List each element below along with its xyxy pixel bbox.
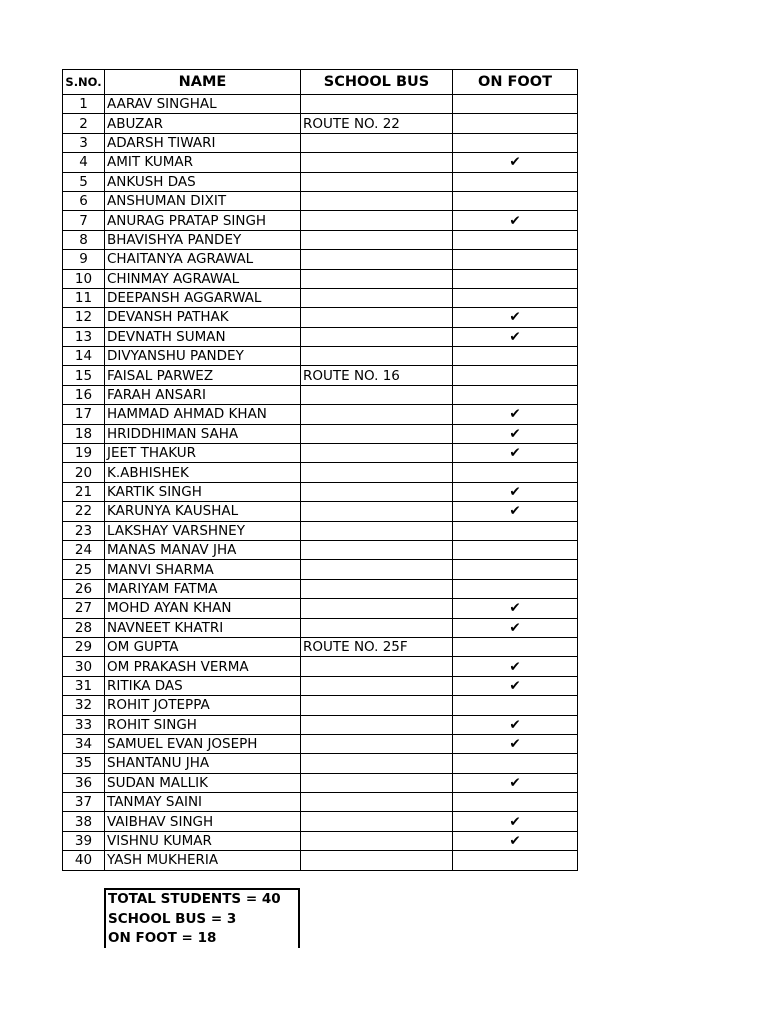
table-row [63,773,578,792]
row-sno-cell: 39 [63,831,105,850]
row-on-foot-cell [453,172,578,191]
summary-total-students: TOTAL STUDENTS = 40 [108,891,281,907]
row-on-foot-cell [453,657,578,676]
check-mark-icon: ✔ [509,328,521,345]
row-on-foot-cell [453,754,578,773]
row-name-cell: KARTIK SINGH [105,482,301,501]
row-on-foot-cell [453,793,578,812]
check-mark-icon: ✔ [509,813,521,830]
table-row [63,618,578,637]
table-row [63,676,578,695]
row-school-bus-cell [301,521,453,540]
row-name-cell: SUDAN MALLIK [105,773,301,792]
row-on-foot-cell [453,734,578,753]
row-sno-cell: 18 [63,424,105,443]
row-on-foot-cell [453,599,578,618]
table-row [63,715,578,734]
row-name-cell: DIVYANSHU PANDEY [105,347,301,366]
row-sno-cell: 4 [63,153,105,172]
row-school-bus-cell [301,95,453,114]
row-on-foot-cell [453,405,578,424]
table-row [63,269,578,288]
row-name-cell: MOHD AYAN KHAN [105,599,301,618]
table-row [63,347,578,366]
row-school-bus-cell [301,308,453,327]
row-school-bus-cell [301,851,453,870]
row-name-cell: K.ABHISHEK [105,463,301,482]
row-on-foot-cell [453,114,578,133]
row-on-foot-cell [453,95,578,114]
row-sno-cell: 24 [63,540,105,559]
row-on-foot-cell [453,308,578,327]
row-sno-cell: 2 [63,114,105,133]
row-name-cell: SAMUEL EVAN JOSEPH [105,734,301,753]
row-sno-cell: 34 [63,734,105,753]
table-row [63,250,578,269]
row-school-bus-cell [301,482,453,501]
check-mark-icon: ✔ [509,406,521,423]
row-name-cell: FARAH ANSARI [105,385,301,404]
row-school-bus-cell [301,230,453,249]
row-school-bus-cell [301,211,453,230]
table-row [63,482,578,501]
row-sno-cell: 40 [63,851,105,870]
row-name-cell: SHANTANU JHA [105,754,301,773]
table-row [63,579,578,598]
row-on-foot-cell [453,696,578,715]
row-name-cell: HRIDDHIMAN SAHA [105,424,301,443]
row-on-foot-cell [453,502,578,521]
header-school-bus: SCHOOL BUS [301,70,453,95]
row-on-foot-cell [453,715,578,734]
row-on-foot-cell [453,424,578,443]
check-mark-icon: ✔ [509,774,521,791]
row-on-foot-cell [453,831,578,850]
check-mark-icon: ✔ [509,484,521,500]
row-school-bus-cell [301,754,453,773]
row-name-cell: MARIYAM FATMA [105,579,301,598]
row-name-cell: LAKSHAY VARSHNEY [105,521,301,540]
row-school-bus-cell [301,560,453,579]
check-mark-icon: ✔ [509,658,521,675]
row-on-foot-cell [453,133,578,152]
row-sno-cell: 32 [63,696,105,715]
row-sno-cell: 7 [63,211,105,230]
check-mark-icon: ✔ [509,445,521,462]
row-on-foot-cell [453,269,578,288]
row-school-bus-cell [301,191,453,210]
table-row [63,444,578,463]
row-school-bus-cell [301,288,453,307]
row-on-foot-cell [453,812,578,831]
row-sno-cell: 15 [63,366,105,385]
row-name-cell: DEVNATH SUMAN [105,327,301,346]
table-row [63,831,578,850]
row-name-cell: OM PRAKASH VERMA [105,657,301,676]
row-sno-cell: 14 [63,347,105,366]
row-school-bus-cell [301,444,453,463]
row-on-foot-cell [453,385,578,404]
row-school-bus-cell [301,424,453,443]
row-school-bus-cell [301,385,453,404]
row-school-bus-cell [301,172,453,191]
row-sno-cell: 23 [63,521,105,540]
row-name-cell: ROHIT JOTEPPA [105,696,301,715]
row-name-cell: ADARSH TIWARI [105,133,301,152]
row-school-bus-cell [301,812,453,831]
row-on-foot-cell [453,618,578,637]
check-mark-icon: ✔ [509,309,521,326]
summary-school-bus: SCHOOL BUS = 3 [108,910,237,927]
row-name-cell: TANMAY SAINI [105,793,301,812]
row-name-cell: ANKUSH DAS [105,172,301,191]
check-mark-icon: ✔ [509,677,521,694]
row-school-bus-cell [301,599,453,618]
row-on-foot-cell [453,676,578,695]
table-row [63,599,578,618]
row-sno-cell: 19 [63,444,105,463]
row-name-cell: NAVNEET KHATRI [105,618,301,637]
row-on-foot-cell [453,153,578,172]
table-row [63,172,578,191]
table-row [63,327,578,346]
row-school-bus-cell [301,540,453,559]
row-name-cell: ROHIT SINGH [105,715,301,734]
table-row [63,308,578,327]
row-sno-cell: 12 [63,308,105,327]
check-mark-icon: ✔ [509,716,521,733]
row-sno-cell: 36 [63,773,105,792]
header-row [63,70,578,95]
check-mark-icon: ✔ [509,600,521,617]
table-row [63,114,578,133]
summary-on-foot: ON FOOT = 18 [108,930,217,946]
row-school-bus-cell: ROUTE NO. 25F [301,637,453,656]
row-school-bus-cell [301,676,453,695]
row-on-foot-cell [453,773,578,792]
table-row [63,696,578,715]
row-school-bus-cell [301,269,453,288]
row-school-bus-cell [301,347,453,366]
check-mark-icon: ✔ [509,154,521,171]
row-name-cell: VISHNU KUMAR [105,831,301,850]
row-sno-cell: 3 [63,133,105,152]
row-on-foot-cell [453,851,578,870]
row-school-bus-cell [301,133,453,152]
row-name-cell: DEVANSH PATHAK [105,308,301,327]
row-school-bus-cell [301,696,453,715]
row-sno-cell: 13 [63,327,105,346]
table-body [63,95,578,871]
row-sno-cell: 16 [63,385,105,404]
table-row [63,734,578,753]
table-row [63,540,578,559]
row-on-foot-cell [453,211,578,230]
row-name-cell: VAIBHAV SINGH [105,812,301,831]
row-sno-cell: 1 [63,95,105,114]
header-name: NAME [105,70,301,95]
row-name-cell: BHAVISHYA PANDEY [105,230,301,249]
row-name-cell: YASH MUKHERIA [105,851,301,870]
header-sno: S.NO. [63,70,105,95]
table-row [63,288,578,307]
table-row [63,463,578,482]
row-sno-cell: 9 [63,250,105,269]
row-on-foot-cell [453,230,578,249]
row-sno-cell: 8 [63,230,105,249]
table-row [63,133,578,152]
row-name-cell: ABUZAR [105,114,301,133]
row-on-foot-cell [453,579,578,598]
row-name-cell: CHINMAY AGRAWAL [105,269,301,288]
table-row [63,637,578,656]
check-mark-icon: ✔ [509,833,521,850]
row-name-cell: AMIT KUMAR [105,153,301,172]
row-school-bus-cell [301,773,453,792]
table-row [63,812,578,831]
table-row [63,502,578,521]
summary-box [104,888,300,948]
row-on-foot-cell [453,560,578,579]
row-school-bus-cell [301,657,453,676]
row-on-foot-cell [453,366,578,385]
row-sno-cell: 38 [63,812,105,831]
row-sno-cell: 37 [63,793,105,812]
row-sno-cell: 25 [63,560,105,579]
row-name-cell: OM GUPTA [105,637,301,656]
row-school-bus-cell [301,502,453,521]
row-school-bus-cell [301,734,453,753]
row-name-cell: MANVI SHARMA [105,560,301,579]
row-on-foot-cell [453,288,578,307]
table-row [63,793,578,812]
table-row [63,191,578,210]
table-row [63,424,578,443]
row-sno-cell: 6 [63,191,105,210]
row-name-cell: ANSHUMAN DIXIT [105,191,301,210]
row-school-bus-cell [301,327,453,346]
check-mark-icon: ✔ [509,503,521,520]
table-row [63,230,578,249]
row-name-cell: HAMMAD AHMAD KHAN [105,405,301,424]
row-on-foot-cell [453,540,578,559]
table-row [63,405,578,424]
row-name-cell: AARAV SINGHAL [105,95,301,114]
table-row [63,657,578,676]
table-row [63,366,578,385]
row-on-foot-cell [453,250,578,269]
row-name-cell: RITIKA DAS [105,676,301,695]
row-sno-cell: 20 [63,463,105,482]
row-school-bus-cell [301,579,453,598]
check-mark-icon: ✔ [509,736,521,753]
table-row [63,95,578,114]
row-sno-cell: 5 [63,172,105,191]
row-school-bus-cell [301,793,453,812]
row-on-foot-cell [453,191,578,210]
check-mark-icon: ✔ [509,425,521,442]
table-row [63,385,578,404]
row-name-cell: CHAITANYA AGRAWAL [105,250,301,269]
row-school-bus-cell [301,715,453,734]
row-name-cell: MANAS MANAV JHA [105,540,301,559]
row-sno-cell: 22 [63,502,105,521]
row-on-foot-cell [453,482,578,501]
row-sno-cell: 29 [63,637,105,656]
row-sno-cell: 10 [63,269,105,288]
table-row [63,211,578,230]
table-row [63,851,578,870]
row-sno-cell: 35 [63,754,105,773]
check-mark-icon: ✔ [509,212,521,229]
student-transport-table [62,69,578,871]
table-row [63,754,578,773]
row-sno-cell: 17 [63,405,105,424]
row-on-foot-cell [453,327,578,346]
row-sno-cell: 27 [63,599,105,618]
table-row [63,560,578,579]
check-mark-icon: ✔ [509,619,521,636]
row-sno-cell: 31 [63,676,105,695]
row-sno-cell: 28 [63,618,105,637]
row-on-foot-cell [453,444,578,463]
row-school-bus-cell: ROUTE NO. 16 [301,366,453,385]
header-on-foot: ON FOOT [453,70,578,95]
row-name-cell: JEET THAKUR [105,444,301,463]
row-name-cell: ANURAG PRATAP SINGH [105,211,301,230]
row-on-foot-cell [453,521,578,540]
row-on-foot-cell [453,637,578,656]
row-school-bus-cell: ROUTE NO. 22 [301,114,453,133]
row-school-bus-cell [301,153,453,172]
row-name-cell: KARUNYA KAUSHAL [105,502,301,521]
table-row [63,521,578,540]
table-row [63,153,578,172]
row-school-bus-cell [301,831,453,850]
row-name-cell: DEEPANSH AGGARWAL [105,288,301,307]
row-sno-cell: 33 [63,715,105,734]
row-school-bus-cell [301,618,453,637]
row-school-bus-cell [301,405,453,424]
row-on-foot-cell [453,347,578,366]
row-school-bus-cell [301,250,453,269]
row-sno-cell: 30 [63,657,105,676]
row-name-cell: FAISAL PARWEZ [105,366,301,385]
row-sno-cell: 11 [63,288,105,307]
row-sno-cell: 26 [63,579,105,598]
row-on-foot-cell [453,463,578,482]
row-sno-cell: 21 [63,482,105,501]
row-school-bus-cell [301,463,453,482]
